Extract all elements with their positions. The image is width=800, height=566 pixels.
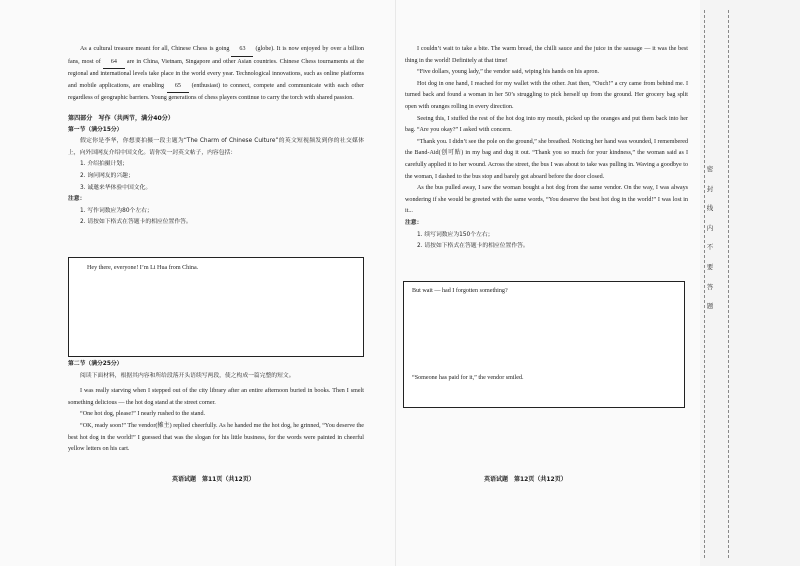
- note-label: 注意：: [405, 219, 423, 226]
- seal-char: 内: [706, 223, 714, 232]
- page-fold: [395, 0, 396, 566]
- box-starter-1: But wait — had I forgotten something?: [412, 288, 508, 294]
- blank-64: 64: [103, 57, 125, 70]
- note-item: 1. 写作词数应为80个左右；: [80, 207, 153, 214]
- cloze-text: As a cultural treasure meant for all, Chinese Chess is going: [80, 46, 230, 52]
- right-column: [405, 44, 688, 253]
- cloze-text: (enthusiast) to connect, compete and communicate with each other regardless of geographic barriers. Young generations of chess players continue to carry the torch with shared passion.: [68, 82, 364, 102]
- section2-heading: 第二节（满分25分）: [68, 361, 123, 367]
- prompt-item: 3. 诚邀来华体验中国文化。: [80, 184, 152, 191]
- section1-heading: 第一节（满分15分）: [68, 126, 123, 133]
- seal-char: 不: [706, 243, 714, 252]
- blank-63: 63: [231, 44, 253, 57]
- answer-box-section1[interactable]: [68, 257, 364, 357]
- left-column: [68, 44, 364, 229]
- cloze-paragraph: [68, 44, 364, 105]
- cloze-text: (globe). It is now enjoyed by over a billion fans, most of: [68, 46, 364, 65]
- cloze-text: are in China, Vietnam, Singapore and other Asian countries. Chinese Chess tournaments at the regional and international levels take place in the world every year. Technological innovations, such as online platforms and mobile applications, are enabling: [68, 58, 364, 89]
- story-paragraph: Hot dog in one hand, I reached for my wallet with the other. Just then, “Ouch!” a cry came from behind me. I turned back and found a woman in her 50’s struggling to pick herself up from the ground. Her grocery bag split open with oranges rolling in every direction.: [405, 80, 688, 110]
- part4-heading: 第四部分 写作（共两节，满分40分）: [68, 114, 174, 122]
- story-paragraph: “Five dollars, young lady,” the vendor said, wiping his hands on his apron.: [417, 69, 600, 76]
- seal-char: 要: [706, 262, 714, 271]
- blank-65: 65: [167, 81, 189, 94]
- story-paragraph: “Thank you. I didn’t see the pole on the ground,” she breathed. Noticing her hand was wounded, I remembered the Band-Aid(创可贴) in my bag and dug it out. “Thank you so much for your kindness,” the woman said as I carefully applied it to her wound. Across the street, the bus I was about to take was pulling in. Waving a goodbye to the woman, I dashed to the bus stop and barely got aboard before the door closed.: [405, 138, 688, 180]
- page-footer-11: 英语试题 第11页（共12页）: [172, 476, 255, 483]
- story-paragraph: “One hot dog, please!” I nearly rushed to the stand.: [80, 411, 206, 418]
- note-item: 2. 请按如下格式在答题卡的相应位置作答。: [80, 219, 192, 226]
- note-item: 2. 请按如下格式在答题卡的相应位置作答。: [417, 243, 529, 250]
- answer-box-section2[interactable]: [403, 281, 685, 408]
- note-label: 注意：: [68, 196, 86, 203]
- sealing-line-notice: [705, 160, 715, 317]
- seal-char: 答: [706, 282, 714, 291]
- box-starter: Hey there, everyone! I’m Li Hua from China.: [87, 265, 199, 271]
- cut-line: [728, 10, 729, 558]
- seal-char: 封: [706, 184, 714, 193]
- section2-block: [68, 359, 364, 456]
- seal-char: 题: [706, 302, 714, 311]
- story-paragraph: I couldn’t wait to take a bite. The warm bread, the chilli sauce and the juice in the sausage — it was the best thing in the world! Definitely at that time!: [405, 46, 688, 64]
- section2-instruction: 阅读下面材料，根据其内容和所给段落开头语续写两段，使之构成一篇完整的短文。: [80, 372, 295, 379]
- story-paragraph: I was really starving when I stepped out of the city library after an entire afternoon buried in books. Then I smelt something delicious — the hot dog stand at the street corner.: [68, 388, 364, 406]
- box-starter-2: “Someone has paid for it,” the vendor smiled.: [412, 375, 524, 381]
- story-paragraph: As the bus pulled away, I saw the woman bought a hot dog from the same vendor. On the way, I was always wondering if she would be greeted with the same words, “You deserve the best hot dog in the world!” I was lost in it...: [405, 185, 688, 215]
- prompt-item: 2. 询问网友的兴趣；: [80, 172, 134, 179]
- story-paragraph: Seeing this, I stuffed the rest of the hot dog into my mouth, picked up the oranges and put them back into her bag. “Are you okay?” I asked with concern.: [405, 115, 688, 134]
- writing-prompt: 假定你是李华，你想要拍摄一段主题为“The Charm of Chinese Culture”的英文短视频发到你的社交媒体上，向外国网友介绍中国文化。请你发一封英文帖子，内容包括：: [68, 138, 364, 156]
- seal-char: 密: [706, 165, 714, 173]
- seal-char: 线: [706, 204, 714, 213]
- story-paragraph: “OK, ready soon!” The vendor(摊主) replied cheerfully. As he handed me the hot dog, he grinned, “You deserve the best hot dog in the world!” I guessed that was the slogan for his little business, for the words were painted in cheerful yellow letters on his cart.: [68, 422, 364, 453]
- note-item: 1. 续写词数应为150个左右；: [417, 231, 494, 238]
- page-footer-12: 英语试题 第12页（共12页）: [484, 476, 567, 483]
- prompt-item: 1. 介绍拍摄计划；: [80, 161, 128, 168]
- binding-margin: [700, 0, 800, 566]
